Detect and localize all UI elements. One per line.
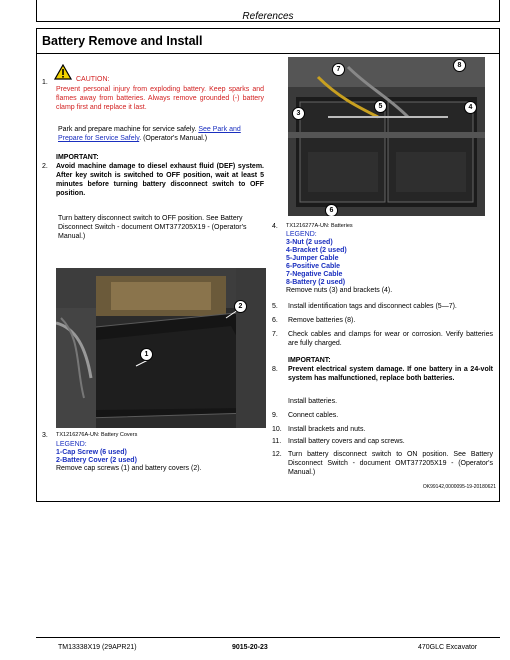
callout-1: 1 (140, 348, 153, 361)
page-header-title: References (242, 11, 294, 22)
step-number: 11. (272, 438, 282, 445)
step-number: 3. (42, 432, 48, 439)
warning-icon (54, 64, 72, 80)
step-text: Install battery covers and cap screws. (288, 438, 405, 445)
caution-label: CAUTION: (76, 76, 110, 83)
step-text: Install brackets and nuts. (288, 426, 366, 433)
step-number: 9. (272, 412, 278, 419)
step-text: Turn battery disconnect switch to ON position. See Battery Disconnect Switch - document OMT377205X19 - (Operator's Manual.) (288, 451, 493, 476)
footer-right: 470GLC Excavator (418, 644, 478, 651)
step-number: 5. (272, 303, 278, 310)
figure-caption: TX1216276A-UN: Battery Covers (56, 432, 138, 438)
step-number: 2. (42, 163, 48, 170)
legend-item: 6-Positive Cable (286, 263, 341, 270)
step-number: 7. (272, 331, 278, 338)
callout-8: 8 (453, 59, 466, 72)
important-label: IMPORTANT: (56, 154, 99, 161)
step-number: 6. (272, 317, 278, 324)
battery-covers-photo (56, 268, 266, 428)
footer-page-number: 9015-20-23 (232, 644, 268, 651)
step-number: 12. (272, 451, 282, 458)
step-number: 8. (272, 366, 278, 373)
park-instruction (58, 125, 264, 143)
section-title: Battery Remove and Install (42, 34, 203, 48)
footer-left: TM13338X19 (29APR21) (58, 644, 137, 651)
document-reference: OK99142,0000095-19-20180621 (422, 484, 496, 490)
step-number: 1. (42, 79, 48, 86)
park-text: Park and prepare machine for service safely. (58, 126, 197, 133)
legend-item: 5-Jumper Cable (286, 255, 339, 262)
park-suffix: . (Operator's Manual.) (139, 135, 208, 142)
step-text: Check cables and clamps for wear or corrosion. Verify batteries are fully charged. (288, 331, 493, 347)
step-text: Remove batteries (8). (288, 317, 356, 324)
step-text: Install identification tags and disconnect cables (5—7). (288, 303, 457, 310)
caution-text: Prevent personal injury from exploding battery. Keep sparks and flames away from batteries. Always remove grounded (-) battery clamp first and replace it last. (56, 86, 264, 111)
step-text: Connect cables. (288, 412, 339, 419)
important-text: Prevent electrical system damage. If one battery in a 24-volt system has malfunctioned, replace both batteries. (288, 366, 493, 382)
legend-item: 8-Battery (2 used) (286, 279, 346, 286)
park-safety-link[interactable]: See Park and Prepare for Service Safely (58, 126, 241, 142)
figure-caption: TX1216277A-UN: Batteries (286, 223, 353, 229)
legend-item: 7-Negative Cable (286, 271, 343, 278)
step8-body: Install batteries. (288, 398, 338, 405)
legend-item: 1-Cap Screw (6 used) (56, 449, 127, 456)
important-label: IMPORTANT: (288, 357, 331, 364)
section-divider (36, 53, 500, 54)
batteries-photo (288, 57, 485, 216)
callout-2: 2 (234, 300, 247, 313)
step4-body: Remove nuts (3) and brackets (4). (286, 287, 393, 294)
callout-5: 5 (374, 100, 387, 113)
footer-divider (36, 637, 500, 638)
step2-body: Turn battery disconnect switch to OFF position. See Battery Disconnect Switch - document OMT377205X19 - (Operator's Manual.) (58, 215, 247, 240)
step-number: 10. (272, 426, 282, 433)
callout-6: 6 (325, 204, 338, 216)
callout-3: 3 (292, 107, 305, 120)
step3-body: Remove cap screws (1) and battery covers (2). (56, 465, 202, 472)
legend-label: LEGEND: (56, 441, 87, 448)
callout-7: 7 (332, 63, 345, 76)
legend-item: 2-Battery Cover (2 used) (56, 457, 137, 464)
step-number: 4. (272, 223, 278, 230)
legend-label: LEGEND: (286, 231, 317, 238)
legend-item: 4-Bracket (2 used) (286, 247, 347, 254)
important-text: Avoid machine damage to diesel exhaust fluid (DEF) system. After key switch is switched to OFF position, wait at least 5 minutes before turning battery disconnect switch to OFF position. (56, 163, 264, 197)
legend-item: 3-Nut (2 used) (286, 239, 333, 246)
callout-4: 4 (464, 101, 477, 114)
